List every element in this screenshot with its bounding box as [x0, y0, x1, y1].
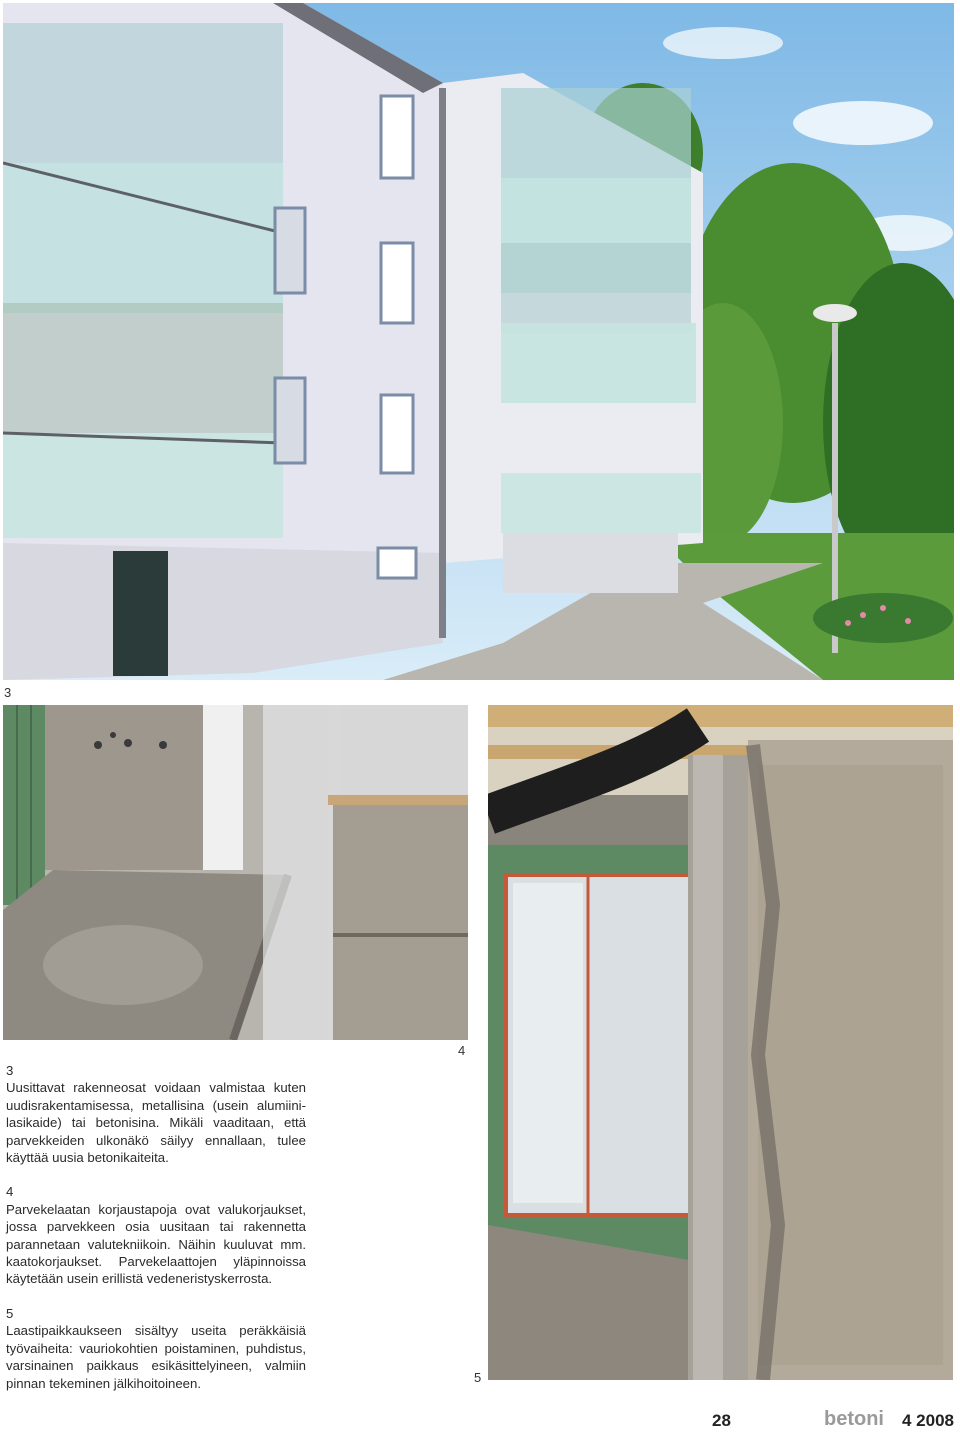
building-illustration [3, 3, 954, 680]
photo-building [3, 3, 954, 680]
caption-text: Laastipaikkaukseen sisältyy useita peräkkäisiä työvaiheita: vauriokohtien poistaminen, puhdistus, varsinainen paikkaus esikäsittelyineen, valmiin pinnan tekeminen jälkihoitoineen. [6, 1323, 306, 1391]
slab-illustration [3, 705, 468, 1040]
issue-number: 4 2008 [902, 1411, 954, 1430]
page-footer [0, 1404, 960, 1433]
betoni-logo [824, 1407, 894, 1429]
caption-text: Uusittavat rakenneosat voidaan valmistaa kuten uudisrakentamisessa, metallisina (usein alumiini-lasikaide) tai betonisina. Mikäli vaaditaan, että parvekkeiden ulkonäkö säilyy ennallaan, tulee käyttää uusia betonikaiteita. [6, 1080, 306, 1166]
page-number: 28 [712, 1411, 731, 1430]
wall-illustration [488, 705, 953, 1380]
caption-number: 5 [6, 1305, 14, 1321]
photo-plastered-wall [488, 705, 953, 1380]
caption-4 [6, 1183, 306, 1287]
captions [6, 1062, 306, 1409]
caption-text: Parvekelaatan korjaustapoja ovat valukorjaukset, jossa parvekkeen osia uusitaan tai rakennetta parannetaan valutekniikoin. Näihin kuuluvat mm. kaatokorjaukset. Parvekelaattojen yläpinnoissa käytetään usein erillistä vedeneristyskerrosta. [6, 1201, 306, 1287]
caption-3 [6, 1062, 306, 1166]
figure-number-3: 3 [4, 685, 12, 700]
caption-number: 4 [6, 1184, 14, 1200]
photo-balcony-slab [3, 705, 468, 1040]
caption-5 [6, 1305, 306, 1392]
figure-number-4: 4 [458, 1043, 466, 1058]
figure-number-5: 5 [474, 1370, 482, 1385]
logo-text: betoni [824, 1408, 884, 1429]
caption-number: 3 [6, 1063, 14, 1078]
